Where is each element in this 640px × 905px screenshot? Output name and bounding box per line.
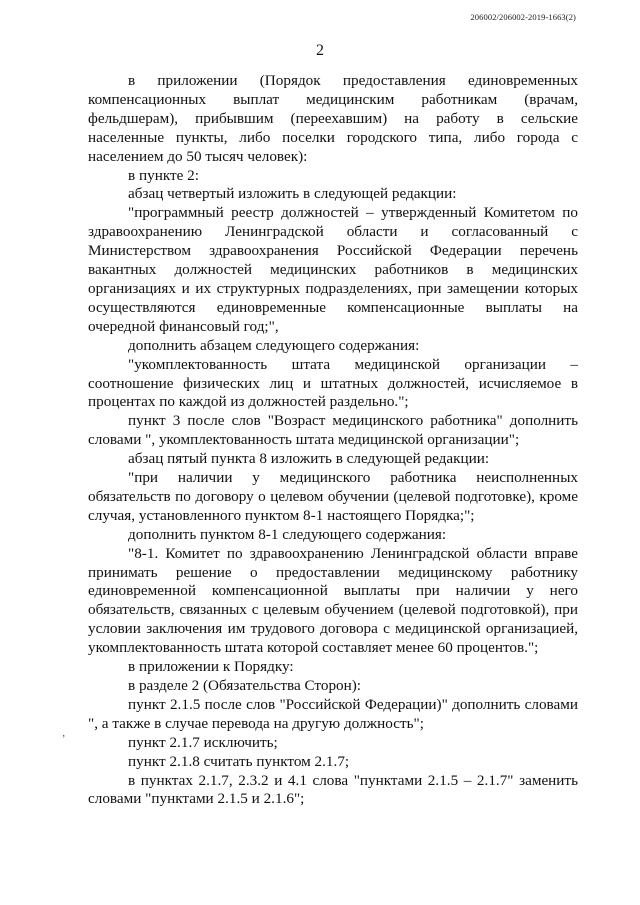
document-body [88, 72, 578, 809]
paragraph: "8-1. Комитет по здравоохранению Ленинградской области вправе принимать решение о предоставлении медицинскому работнику единовременной компенсационной выплаты при наличии у него обязательств, связанных с целевым обучением (целевой подготовкой), при условии заключения им трудового договора с медицинской организацией, укомплектованность штата которой составляет менее 60 процентов."; [88, 544, 578, 657]
paragraph: абзац четвертый изложить в следующей редакции: [128, 185, 457, 203]
paragraph: в приложении к Порядку: [128, 658, 294, 676]
paragraph: "укомплектованность штата медицинской организации – соотношение физических лиц и штатных должностей, исчисляемое в процентах по каждой из должностей раздельно."; [88, 355, 578, 411]
paragraph: в пунктах 2.1.7, 2.3.2 и 4.1 слова "пунктами 2.1.5 – 2.1.7" заменить словами "пунктами 2.1.5 и 2.1.6"; [88, 771, 578, 808]
paragraph: дополнить абзацем следующего содержания: [128, 336, 420, 354]
paragraph: пункт 3 после слов "Возраст медицинского работника" дополнить словами ", укомплектованность штата медицинской организации"; [88, 412, 578, 449]
paragraph: дополнить пунктом 8-1 следующего содержания: [128, 525, 447, 543]
page-number: 2 [316, 42, 324, 59]
paragraph: пункт 2.1.5 после слов "Российской Федерации)" дополнить словами ", а также в случае перевода на другую должность"; [88, 695, 578, 732]
paragraph: в пункте 2: [128, 166, 199, 184]
paragraph: "программный реестр должностей – утвержденный Комитетом по здравоохранению Ленинградской области и согласованный с Министерством здравоохранения Российской Федерации перечень вакантных должностей медицинских работников в медицинских организациях и их структурных подразделениях, при замещении которых осуществляются единовременные компенсационные выплаты на очередной финансовый год;", [88, 204, 578, 335]
paragraph: абзац пятый пункта 8 изложить в следующей редакции: [128, 450, 490, 468]
paragraph: пункт 2.1.7 исключить; [128, 733, 278, 751]
margin-mark: ʼ [62, 734, 66, 745]
paragraph: "при наличии у медицинского работника неисполненных обязательств по договору о целевом обучении (целевой подготовке), кроме случая, установленного пунктом 8-1 настоящего Порядка;"; [88, 469, 578, 524]
document-id: 206002/206002-2019-1663(2) [470, 12, 576, 22]
paragraph: пункт 2.1.8 считать пунктом 2.1.7; [128, 752, 350, 770]
paragraph: в приложении (Порядок предоставления единовременных компенсационных выплат медицинским работникам (врачам, фельдшерам), прибывшим (переехавшим) на работу в сельские населенные пункты, либо поселки городского типа, либо города с населением до 50 тысяч человек): [88, 72, 578, 165]
paragraph: в разделе 2 (Обязательства Сторон): [128, 677, 362, 694]
